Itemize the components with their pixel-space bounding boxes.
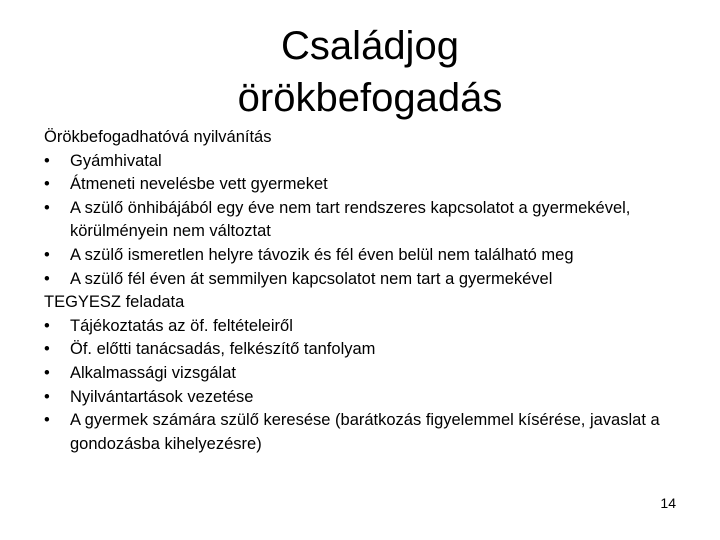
bullet-icon: • — [44, 411, 50, 430]
list-item-text: A gyermek számára szülő keresése (barátkozás figyelemmel kísérése, javaslat a gondozásba kihelyezésre) — [70, 411, 660, 453]
list-item-text: Gyámhivatal — [70, 151, 162, 170]
list-item — [44, 150, 704, 174]
list-item-text: A szülő önhibájából egy éve nem tart rendszeres kapcsolatot a gyermekével, körülményein nem változtat — [70, 198, 631, 241]
list-item-text: Tájékoztatás az öf. feltételeiről — [70, 316, 293, 335]
bullet-icon: • — [44, 387, 50, 406]
slide-title-line-2: örökbefogadás — [237, 76, 503, 120]
list-item — [44, 315, 704, 339]
slide-body — [44, 126, 704, 456]
list-item-text: Nyilvántartások vezetése — [70, 387, 254, 406]
list-item-text: A szülő fél éven át semmilyen kapcsolatot nem tart a gyermekével — [70, 269, 553, 288]
bullet-icon: • — [44, 175, 50, 194]
slide-title — [0, 20, 720, 124]
page-number: 14 — [660, 495, 676, 511]
bullet-icon: • — [44, 316, 50, 335]
list-item — [44, 197, 704, 244]
list-item-text: Öf. előtti tanácsadás, felkészítő tanfolyam — [70, 340, 376, 359]
list-item — [44, 409, 704, 456]
list-item — [44, 268, 704, 292]
list-item-text: Átmeneti nevelésbe vett gyermeket — [70, 175, 328, 194]
list-item-text: A szülő ismeretlen helyre távozik és fél éven belül nem található meg — [70, 245, 574, 264]
bullet-icon: • — [44, 151, 50, 170]
bullet-icon: • — [44, 245, 50, 264]
bullet-icon: • — [44, 340, 50, 359]
bullet-icon: • — [44, 198, 50, 217]
section-heading-orokbefogadhatova: Örökbefogadhatóvá nyilvánítás — [44, 128, 272, 146]
list-item — [44, 362, 704, 386]
bullet-icon: • — [44, 269, 50, 288]
list-item — [44, 386, 704, 410]
list-item — [44, 338, 704, 362]
list-item — [44, 173, 704, 197]
section-heading-tegyesz: TEGYESZ feladata — [44, 293, 185, 312]
bullet-icon: • — [44, 363, 50, 382]
slide-title-line-1: Családjog — [281, 24, 459, 68]
list-item-text: Alkalmassági vizsgálat — [70, 363, 236, 382]
list-item — [44, 244, 704, 268]
